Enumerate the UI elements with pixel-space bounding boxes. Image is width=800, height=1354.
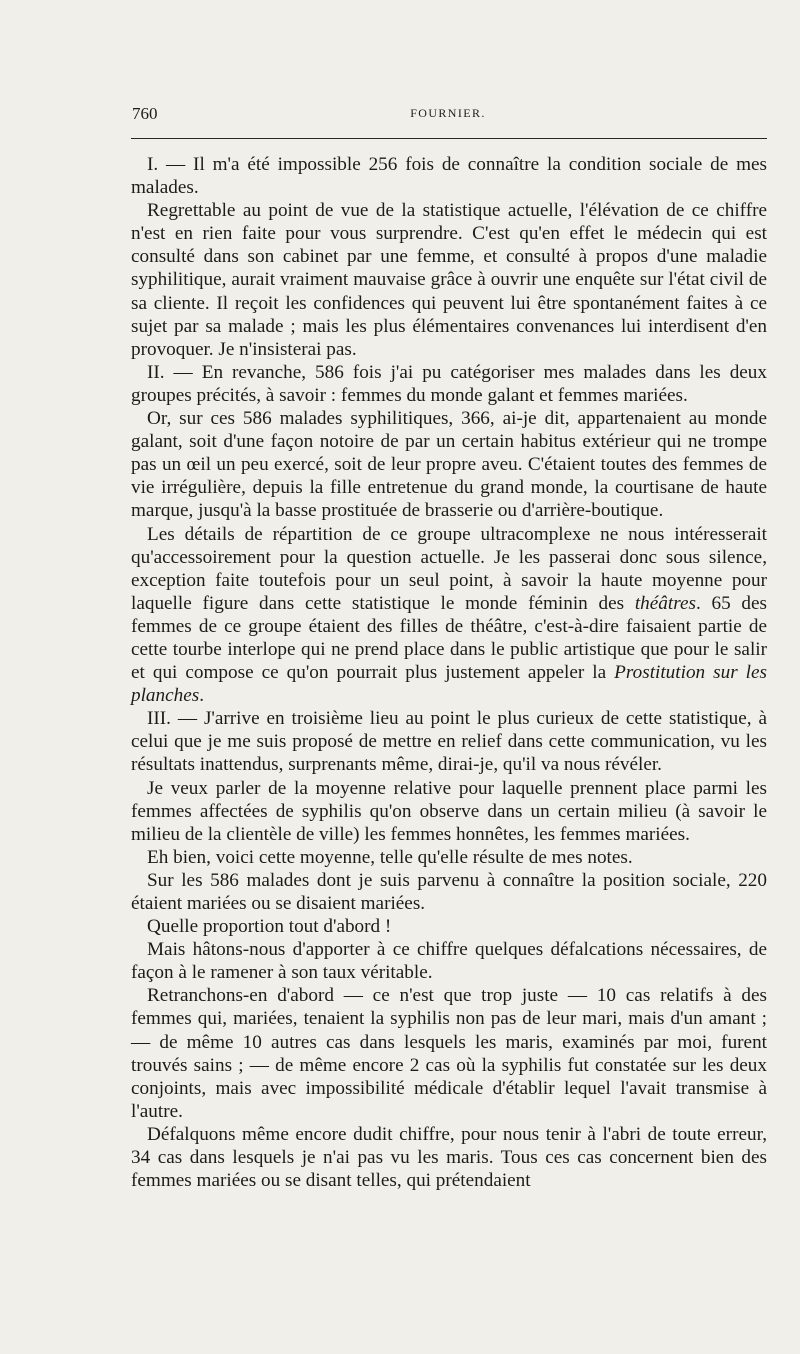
paragraph-8: Eh bien, voici cette moyenne, telle qu'elle résulte de mes notes. [147,846,633,868]
paragraph-5-text-b: . 65 des femmes de ce groupe étaient des filles de théâtre, c'est-à-dire faisaient partie de cette tourbe interlope qui ne prend place dans le public artistique que pour le salir et qui compose ce qu'on pourrait plus justement appeler la [131,592,768,684]
paragraph-5-text-a: Les détails de répartition de ce groupe ultracomplexe ne nous intéresserait qu'accessoirement pour la question actuelle. Je les passerai donc sous silence, exception faite toutefois pour un seul point, à savoir la haute moyenne pour laquelle figure dans cette statistique le monde féminin des [131,523,767,614]
running-title: FOURNIER. [410,106,486,120]
italic-theatres: théâtres [634,592,696,614]
paragraph-3: II. — En revanche, 586 fois j'ai pu catégoriser mes malades dans les deux groupes précités, à savoir : femmes du monde galant et femmes mariées. [131,361,767,406]
paragraph-5-text-c: . [199,685,205,707]
paragraph-10: Quelle proportion tout d'abord ! [147,916,392,938]
paragraph-12: Retranchons-en d'abord — ce n'est que trop juste — 10 cas relatifs à des femmes qui, mariées, tenaient la syphilis non pas de leur mari, mais d'un amant ; — de même 10 autres cas dans lesquels les maris, examinés par moi, furent trouvés sains ; — de même encore 2 cas où la syphilis fut constatée sur les deux conjoints, mais avec impossibilité médicale d'établir lequel l'avait transmise à l'autre. [131,985,767,1122]
body-text [131,153,767,1192]
page-number: 760 [132,104,158,123]
paragraph-1: I. — Il m'a été impossible 256 fois de connaître la condition sociale de mes malades. [131,154,767,199]
italic-prostitution-sur-les-planches: Prostitution sur les planches [131,662,767,707]
paragraph-13: Défalquons même encore dudit chiffre, pour nous tenir à l'abri de toute erreur, 34 cas dans lesquels je n'ai pas vu les maris. Tous ces cas concernent bien des femmes mariées ou se disant telles, qui prétendaient [131,1123,767,1192]
paragraph-4: Or, sur ces 586 malades syphilitiques, 366, ai-je dit, appartenaient au monde galant, soit d'une façon notoire de par un certain habitus extérieur qui ne trompe pas un œil un peu exercé, soit de leur propre aveu. C'étaient toutes des femmes de vie irrégulière, depuis la fille entretenue du grand monde, la courtisane de haute marque, jusqu'à la basse prostituée de brasserie ou d'arrière-boutique. [131,408,767,522]
running-head [130,104,766,128]
paragraph-7: Je veux parler de la moyenne relative pour laquelle prennent place parmi les femmes affectées de syphilis qu'on observe dans un certain milieu (à savoir le milieu de la clientèle de ville) les femmes honnêtes, les femmes mariées. [131,777,767,845]
paragraph-9: Sur les 586 malades dont je suis parvenu à connaître la position sociale, 220 étaient mariées ou se disaient mariées. [131,869,767,914]
paragraph-11: Mais hâtons-nous d'apporter à ce chiffre quelques défalcations nécessaires, de façon à le ramener à son taux véritable. [131,939,767,984]
paragraph-6: III. — J'arrive en troisième lieu au point le plus curieux de cette statistique, à celui que je me suis proposé de mettre en relief dans cette communication, vu les résultats inattendus, surprenants même, dirai-je, qu'il va nous révéler. [131,708,767,776]
paragraph-2: Regrettable au point de vue de la statistique actuelle, l'élévation de ce chiffre n'est en rien faite pour vous surprendre. C'est qu'en effet le médecin qui est consulté dans son cabinet par une femme, et consulté à propos d'une maladie syphilitique, aurait vraiment mauvaise grâce à ouvrir une enquête sur l'état civil de sa cliente. Il reçoit les confidences qui peuvent lui être spontanément faites à ce sujet par sa malade ; mais les plus élémentaires convenances lui interdisent d'en provoquer. Je n'insisterai pas. [131,200,767,360]
paragraph-5 [131,523,767,708]
header-rule [131,138,767,139]
